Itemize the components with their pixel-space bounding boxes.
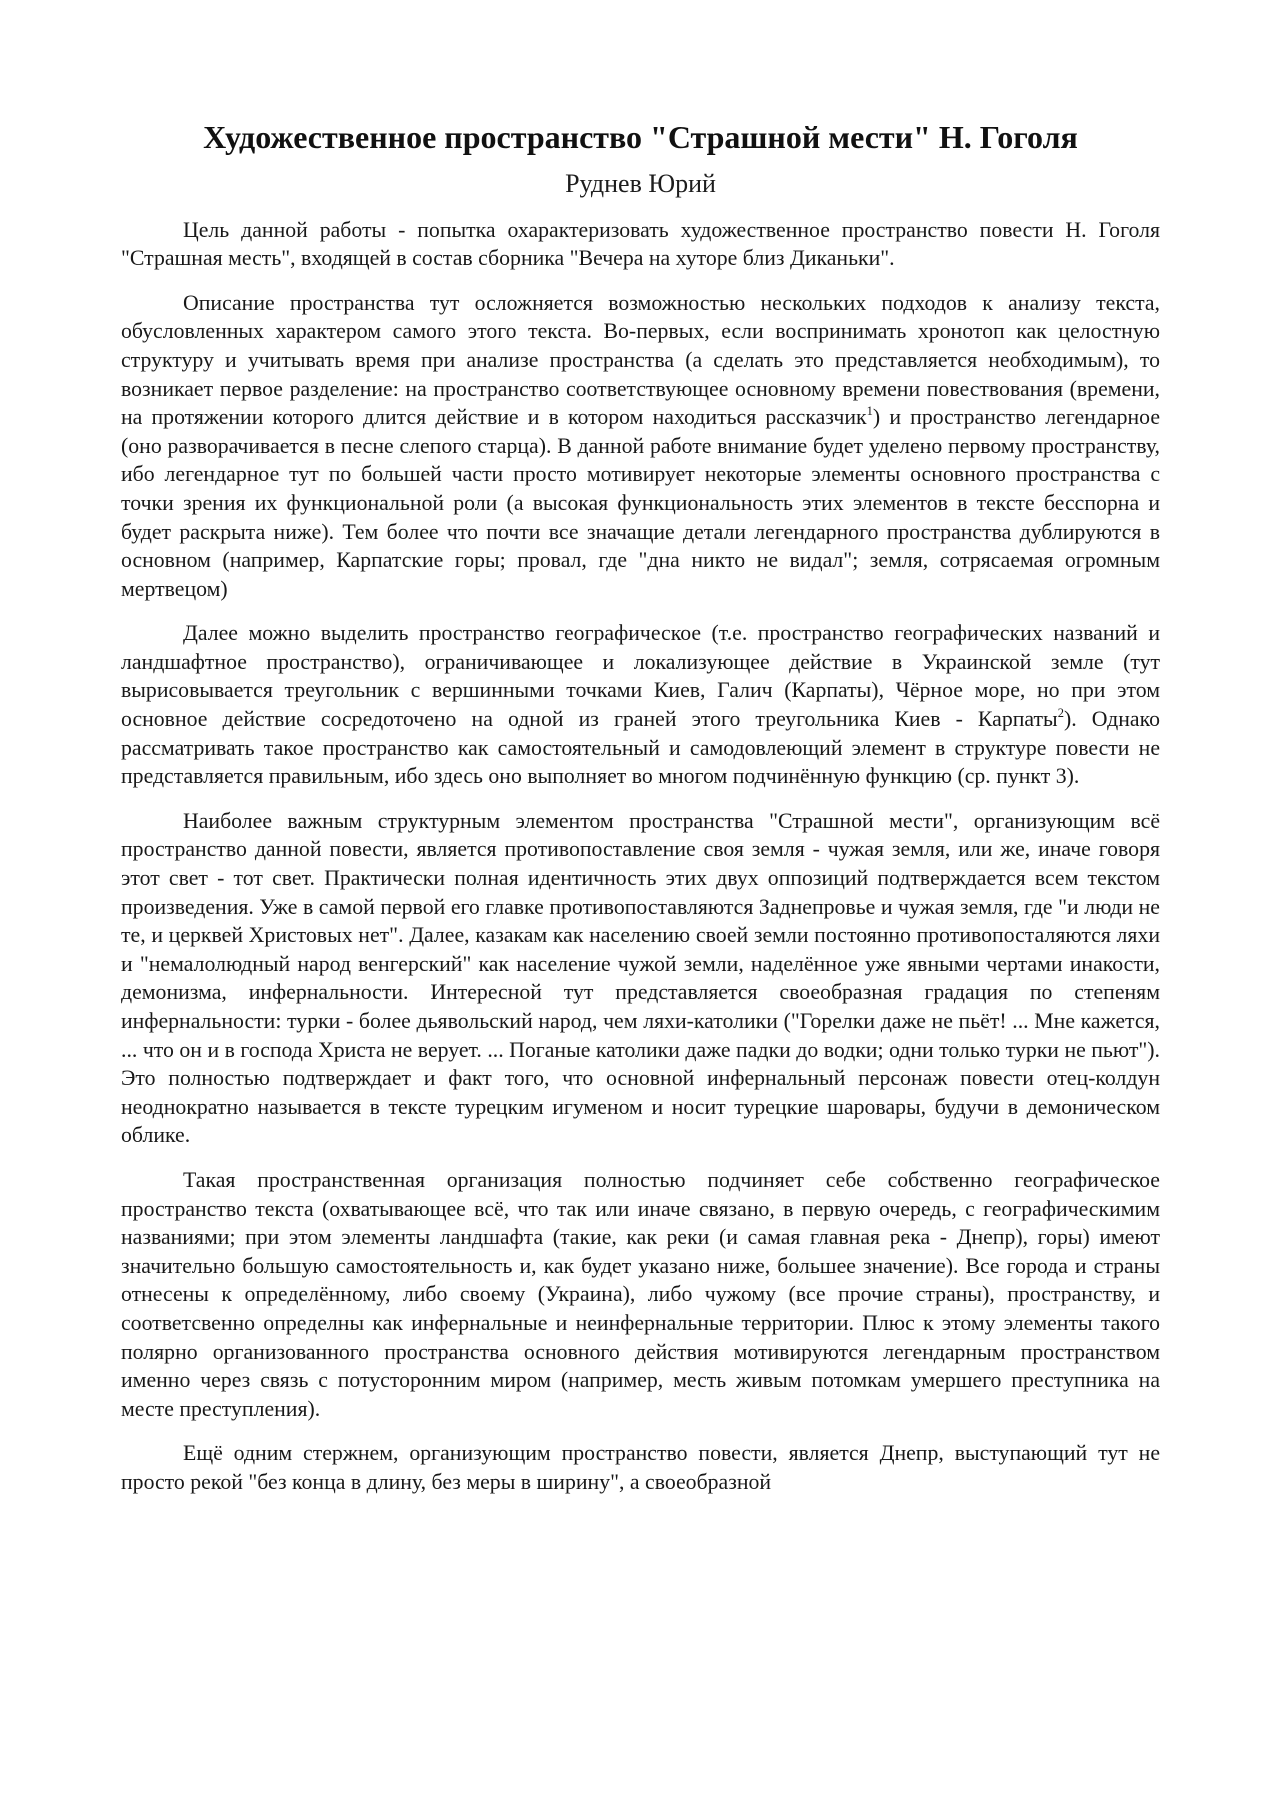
paragraph-4 bbox=[121, 807, 1160, 1150]
document-title: Художественное пространство "Страшной мести" Н. Гоголя bbox=[203, 119, 1078, 155]
paragraph-text: Описание пространства тут осложняется возможностью нескольких подходов к анализу текста, обусловленных характером самого этого текста. Во-первых, если воспринимать хронотоп как целостную структуру и учитывать время при анализе пространства (а сделать это представляется необходимым), то возникает первое разделение: на пространство соответствующее основному времени повествования (времени, на протяжении которого длится действие и в котором находиться рассказчик bbox=[121, 290, 1160, 430]
document-author: Руднев Юрий bbox=[565, 169, 716, 199]
paragraph-2 bbox=[121, 289, 1160, 604]
paragraph-text: Далее можно выделить пространство географическое (т.е. пространство географических названий и ландшафтное пространство), ограничивающее и локализующее действие в Украинской земле (тут вырисовывается треугольник с вершинными точками Киев, Галич (Карпаты), Чёрное море, но при этом основное действие сосредоточено на одной из граней этого треугольника Киев - Карпаты bbox=[121, 621, 1160, 732]
document-page bbox=[121, 118, 1160, 1513]
paragraph-text-continued: ). Однако рассматривать такое пространство как самостоятельный и самодовлеющий элемент в структуре повести не представляется правильным, ибо здесь оно выполняет во многом подчинённую функцию (ср. пункт 3). bbox=[121, 707, 1160, 789]
paragraph-text: Такая пространственная организация полностью подчиняет себе собственно географическое пространство текста (охватывающее всё, что так или иначе связано, в первую очередь, с географическимим названиями; при этом элементы ландшафта (такие, как реки (и самая главная река - Днепр), горы) имеют значительно большую самостоятельность и, как будет указано ниже, большее значение). Все города и страны отнесены к определённому, либо своему (Украина), либо чужому (все прочие страны), пространству, и соответсвенно определны как инфернальные и неинфернальные территории. Плюс к этому элементы такого полярно организованного пространства основного действия мотивируются легендарным пространством именно через связь с потусторонним миром (например, месть живым потомкам умершего преступника на месте преступления). bbox=[121, 1167, 1160, 1421]
footnote-marker-1[interactable]: 1 bbox=[866, 403, 873, 418]
paragraph-text-continued: ) и пространство легендарное (оно разворачивается в песне слепого старца). В данной работе внимание будет уделено первому пространству, ибо легендарное тут по большей части просто мотивирует некоторые элементы основного пространства с точки зрения их функциональной роли (а высокая функциональность этих элементов в тексте бесспорна и будет раскрыта ниже). Тем более что почти все значащие детали легендарного пространства дублируются в основном (например, Карпатские горы; провал, где "дна никто не видал"; земля, сотрясаемая огромным мертвецом) bbox=[121, 405, 1160, 601]
paragraph-3 bbox=[121, 619, 1160, 791]
paragraph-text: Цель данной работы - попытка охарактеризовать художественное пространство повести Н. Гоголя "Страшная месть", входящей в состав сборника "Вечера на хуторе близ Диканьки". bbox=[121, 217, 1160, 271]
paragraph-text: Наиболее важным структурным элементом пространства "Страшной мести", организующим всё пространство данной повести, является противопоставление своя земля - чужая земля, или же, иначе говоря этот свет - тот свет. Практически полная идентичность этих двух оппозиций подтверждается всем текстом произведения. Уже в самой первой его главке противопоставляются Заднепровье и чужая земля, где "и люди не те, и церквей Христовых нет". Далее, казакам как населению своей земли постоянно противопосталяются ляхи и "немалолюдный народ венгерский" как население чужой земли, наделённое уже явными чертами инакости, демонизма, инфернальности. Интересной тут представляется своеобразная градация по степеням инфернальности: турки - более дьявольский народ, чем ляхи-католики ("Горелки даже не пьёт! ... Мне кажется, ... что он и в господа Христа не верует. ... Поганые католики даже падки до водки; одни только турки не пьют"). Это полностью подтверждает и факт того, что основной инфернальный персонаж повести отец-колдун неоднократно называется в тексте турецким игуменом и носит турецкие шаровары, будучи в демоническом облике. bbox=[121, 808, 1160, 1148]
paragraph-5 bbox=[121, 1166, 1160, 1423]
footnote-marker-2[interactable]: 2 bbox=[1057, 705, 1064, 720]
paragraph-6 bbox=[121, 1439, 1160, 1496]
paragraph-1 bbox=[121, 216, 1160, 273]
paragraph-text: Ещё одним стержнем, организующим пространство повести, является Днепр, выступающий тут не просто рекой "без конца в длину, без меры в ширину", а своеобразной bbox=[121, 1441, 1160, 1494]
